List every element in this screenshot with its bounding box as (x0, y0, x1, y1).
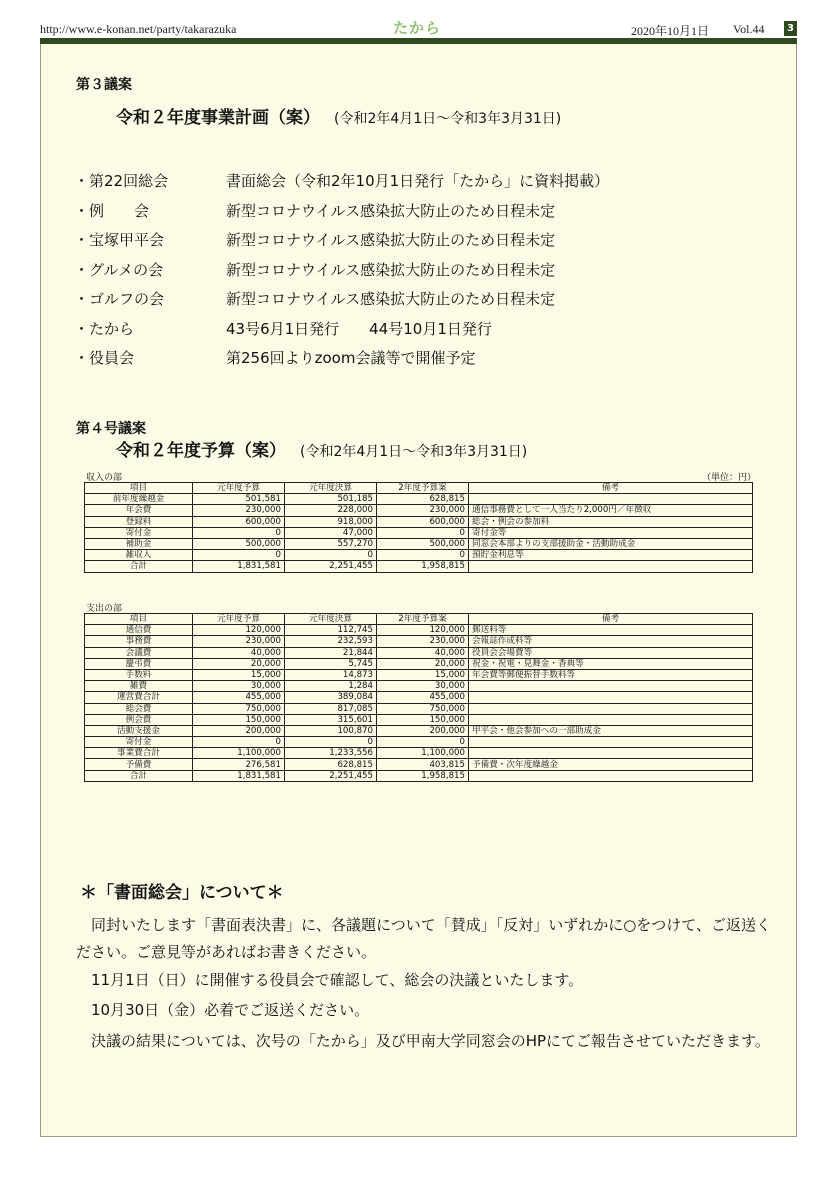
table-cell: 20,000 (377, 658, 469, 669)
table-row (85, 714, 753, 725)
table-cell (469, 681, 753, 692)
table-cell: 501,581 (193, 494, 285, 505)
table-cell: 817,085 (285, 703, 377, 714)
table-cell: 0 (285, 550, 377, 561)
table-cell: 補助金 (85, 538, 193, 549)
table-cell: 手数料 (85, 669, 193, 680)
table-header-cell: 備考 (469, 483, 753, 494)
table-cell: 甲平会・他会参加への一部助成金 (469, 725, 753, 736)
table-header-row (85, 614, 753, 625)
table-cell (469, 748, 753, 759)
table-cell: 2,251,455 (285, 770, 377, 781)
table-cell: 登録料 (85, 516, 193, 527)
schedule-item-name: ・第22回総会 (74, 172, 169, 191)
table-cell: 2,251,455 (285, 561, 377, 572)
table-cell: 750,000 (377, 703, 469, 714)
table-row (85, 538, 753, 549)
table-cell: 557,270 (285, 538, 377, 549)
table-cell: 事務費 (85, 636, 193, 647)
notice-paragraph-1: 同封いたします「書面表決書」に、各議題について「賛成」「反対」いずれかに○をつけて、ご返送ください。ご意見等があればお書きください。 (76, 916, 771, 961)
notice-paragraph-3: 10月30日（金）必着でご返送ください。 (76, 1001, 370, 1019)
schedule-item-desc: 第256回よりzoom会議等で開催予定 (226, 349, 476, 368)
table-cell: 0 (193, 527, 285, 538)
table-cell: 230,000 (193, 505, 285, 516)
schedule-item-name: ・例 会 (74, 201, 150, 220)
income-table (84, 482, 753, 573)
table-cell: 総会・例会の参加料 (469, 516, 753, 527)
schedule-item-desc: 新型コロナウイルス感染拡大防止のため日程未定 (226, 231, 556, 250)
table-cell (469, 770, 753, 781)
table-cell: 通信費 (85, 625, 193, 636)
table-cell: 389,084 (285, 692, 377, 703)
table-header-cell: 項目 (85, 483, 193, 494)
table-cell: 1,958,815 (377, 561, 469, 572)
table-cell: 合計 (85, 770, 193, 781)
table-row (85, 703, 753, 714)
table-header-row (85, 483, 753, 494)
table-cell: 1,831,581 (193, 561, 285, 572)
table-cell: 祝金・祝電・見舞金・香典等 (469, 658, 753, 669)
table-cell: 200,000 (377, 725, 469, 736)
table-cell: 500,000 (377, 538, 469, 549)
table-cell: 寄付金等 (469, 527, 753, 538)
table-row (85, 681, 753, 692)
schedule-item-desc: 書面総会（令和2年10月1日発行「たから」に資料掲載） (226, 172, 610, 191)
income-unit: （単位：円） (702, 473, 757, 483)
expense-caption: 支出の部 (86, 604, 123, 614)
table-row (85, 759, 753, 770)
table-cell (469, 703, 753, 714)
table-cell: 628,815 (285, 759, 377, 770)
schedule-item-desc: 新型コロナウイルス感染拡大防止のため日程未定 (226, 290, 556, 309)
header-url: http://www.e-konan.net/party/takarazuka (40, 22, 237, 36)
table-cell: 0 (285, 737, 377, 748)
table-cell: 40,000 (193, 647, 285, 658)
schedule-item-name: ・グルメの会 (74, 260, 164, 279)
table-row (85, 561, 753, 572)
table-cell: 通信事務費として一人当たり2,000円／年徴収 (469, 505, 753, 516)
table-cell (469, 692, 753, 703)
table-cell: 寄付金 (85, 737, 193, 748)
table-row (85, 737, 753, 748)
schedule-item (74, 284, 734, 314)
table-cell: 前年度繰越金 (85, 494, 193, 505)
table-cell: 750,000 (193, 703, 285, 714)
table-cell (469, 737, 753, 748)
table-cell: 230,000 (377, 505, 469, 516)
schedule-item (74, 255, 734, 285)
agenda4-label: 第４号議案 (76, 421, 146, 437)
table-header-cell: 備考 (469, 614, 753, 625)
table-cell: 預貯金利息等 (469, 550, 753, 561)
agenda3-label: 第３議案 (76, 77, 132, 93)
table-cell: 役員会会場費等 (469, 647, 753, 658)
table-cell: 120,000 (193, 625, 285, 636)
table-cell: 403,815 (377, 759, 469, 770)
table-row (85, 725, 753, 736)
table-cell: 運営費合計 (85, 692, 193, 703)
schedule-item (74, 314, 734, 344)
agenda3-period: (令和2年4月1日〜令和3年3月31日) (334, 111, 562, 127)
table-row (85, 516, 753, 527)
table-cell: 230,000 (193, 636, 285, 647)
table-cell: 918,000 (285, 516, 377, 527)
table-row (85, 692, 753, 703)
schedule-list (74, 166, 734, 373)
table-cell: 120,000 (377, 625, 469, 636)
table-row (85, 658, 753, 669)
schedule-item (74, 225, 734, 255)
table-header-cell: 2年度予算案 (377, 483, 469, 494)
table-cell: 総会費 (85, 703, 193, 714)
table-header-cell: 元年度予算 (193, 614, 285, 625)
table-row (85, 550, 753, 561)
table-cell: 1,831,581 (193, 770, 285, 781)
table-row (85, 625, 753, 636)
table-cell: 0 (193, 737, 285, 748)
table-cell: 150,000 (193, 714, 285, 725)
table-cell: 21,844 (285, 647, 377, 658)
table-cell: 40,000 (377, 647, 469, 658)
table-cell: 20,000 (193, 658, 285, 669)
table-cell: 200,000 (193, 725, 285, 736)
table-cell: 5,745 (285, 658, 377, 669)
agenda4-period: (令和2年4月1日〜令和3年3月31日) (300, 444, 528, 460)
table-cell: 47,000 (285, 527, 377, 538)
table-cell: 15,000 (377, 669, 469, 680)
table-cell: 年会費等郵便振替手数料等 (469, 669, 753, 680)
table-cell: 1,100,000 (193, 748, 285, 759)
table-row (85, 636, 753, 647)
schedule-item-desc: 43号6月1日発行 44号10月1日発行 (226, 319, 492, 338)
agenda3-title (116, 103, 561, 128)
schedule-item-name: ・宝塚甲平会 (74, 231, 165, 250)
table-cell: 232,593 (285, 636, 377, 647)
table-cell: 0 (377, 550, 469, 561)
table-cell (469, 494, 753, 505)
agenda4-title (116, 436, 527, 461)
table-cell (469, 714, 753, 725)
table-cell: 予備費 (85, 759, 193, 770)
schedule-item-name: ・ゴルフの会 (74, 290, 165, 309)
table-cell: 寄付金 (85, 527, 193, 538)
table-cell: 501,185 (285, 494, 377, 505)
table-cell: 1,958,815 (377, 770, 469, 781)
table-row (85, 748, 753, 759)
table-cell: 会報誌作成料等 (469, 636, 753, 647)
table-cell: 0 (193, 550, 285, 561)
table-cell: 30,000 (377, 681, 469, 692)
table-cell: 276,581 (193, 759, 285, 770)
table-cell: 14,873 (285, 669, 377, 680)
table-cell: 500,000 (193, 538, 285, 549)
table-cell: 228,000 (285, 505, 377, 516)
table-cell: 100,870 (285, 725, 377, 736)
table-cell: 予備費・次年度繰越金 (469, 759, 753, 770)
table-cell: 15,000 (193, 669, 285, 680)
notice-heading: ＊「書面総会」について＊ (80, 883, 284, 903)
schedule-item (74, 166, 734, 196)
table-cell: 112,745 (285, 625, 377, 636)
table-header-cell: 元年度予算 (193, 483, 285, 494)
header-date: 2020年10月1日 (631, 24, 710, 38)
table-cell: 活動支援金 (85, 725, 193, 736)
table-cell: 628,815 (377, 494, 469, 505)
table-cell: 600,000 (193, 516, 285, 527)
notice-paragraph-2: 11月1日（日）に開催する役員会で確認して、総会の決議といたします。 (76, 971, 584, 989)
table-header-cell: 元年度決算 (285, 483, 377, 494)
table-row (85, 527, 753, 538)
table-cell: 315,601 (285, 714, 377, 725)
table-cell: 1,100,000 (377, 748, 469, 759)
header-logo: たから (393, 19, 442, 37)
agenda4-title-text: 令和２年度予算（案） (116, 441, 286, 461)
schedule-item (74, 343, 734, 373)
expense-table (84, 613, 753, 782)
table-cell: 会議費 (85, 647, 193, 658)
table-cell: 455,000 (193, 692, 285, 703)
table-cell: 230,000 (377, 636, 469, 647)
table-cell: 同窓会本部よりの支部援助金・活動助成金 (469, 538, 753, 549)
table-cell: 0 (377, 527, 469, 538)
table-cell (469, 561, 753, 572)
table-row (85, 647, 753, 658)
table-cell: 雑収入 (85, 550, 193, 561)
schedule-item-name: ・役員会 (74, 349, 135, 368)
schedule-item-desc: 新型コロナウイルス感染拡大防止のため日程未定 (226, 201, 556, 220)
table-cell: 例会費 (85, 714, 193, 725)
schedule-item-desc: 新型コロナウイルス感染拡大防止のため日程未定 (226, 260, 556, 279)
schedule-item-name: ・たから (74, 319, 135, 338)
table-cell: 600,000 (377, 516, 469, 527)
table-cell: 150,000 (377, 714, 469, 725)
table-cell: 30,000 (193, 681, 285, 692)
table-header-cell: 元年度決算 (285, 614, 377, 625)
table-header-cell: 項目 (85, 614, 193, 625)
table-row (85, 669, 753, 680)
table-cell: 慶弔費 (85, 658, 193, 669)
table-cell: 事業費合計 (85, 748, 193, 759)
table-row (85, 770, 753, 781)
table-cell: 年会費 (85, 505, 193, 516)
table-cell: 455,000 (377, 692, 469, 703)
table-cell: 合計 (85, 561, 193, 572)
table-row (85, 505, 753, 516)
table-cell: 1,284 (285, 681, 377, 692)
schedule-item (74, 196, 734, 226)
table-row (85, 494, 753, 505)
table-cell: 郵送料等 (469, 625, 753, 636)
income-caption: 収入の部 (86, 473, 123, 483)
page-number-badge: 3 (784, 21, 797, 36)
table-cell: 0 (377, 737, 469, 748)
agenda3-title-text: 令和２年度事業計画（案） (116, 108, 320, 128)
table-header-cell: 2年度予算案 (377, 614, 469, 625)
table-cell: 雑費 (85, 681, 193, 692)
notice-paragraph-4: 決議の結果については、次号の「たから」及び甲南大学同窓会のHPにてご報告させていただきます。 (76, 1032, 770, 1050)
header-volume: Vol.44 (733, 22, 765, 36)
table-cell: 1,233,556 (285, 748, 377, 759)
